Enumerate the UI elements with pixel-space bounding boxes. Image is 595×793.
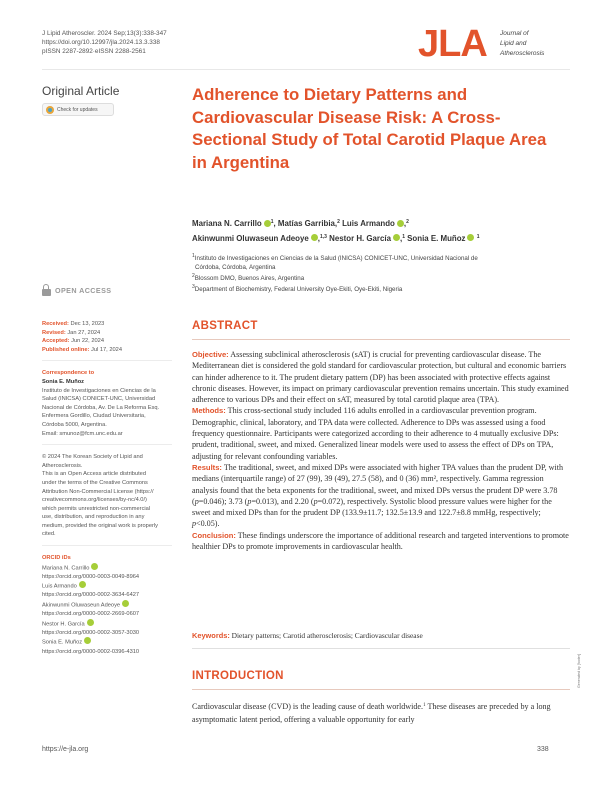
author-name: Akinwunmi Oluwaseun Adeoye xyxy=(192,233,309,243)
affiliation-item: $^1$Instituto de Investigaciones en Ciencias de la Salud (INICSA) CONICET-UNC, Universidad Nacional de xyxy=(192,253,478,262)
author-name: Matías Garribia, xyxy=(277,219,338,228)
sidebar-divider xyxy=(42,444,172,445)
keywords-label: Keywords: xyxy=(192,631,230,640)
open-lock-icon xyxy=(42,284,51,296)
abstract-methods: Methods: This cross-sectional study included 116 adults enrolled in a cardiovascular prevention program. Demographic, clinical, laboratory, and TPA data were collected. Adherence to DPs was assessed using a food frequency questionnaire. Participants were categorized according to their adherence to 4 mutually exclusive DPs: prudent, traditional, sweet, and mixed. Generalized linear models were used to assess the effect of DPs on TPA, adjusting for relevant confounding variables. xyxy=(192,406,559,461)
header-divider xyxy=(42,69,570,70)
orcid-icon[interactable] xyxy=(467,234,474,241)
orcid-icon[interactable] xyxy=(264,220,271,227)
orcid-icon[interactable] xyxy=(79,581,86,588)
abstract-results: Results: The traditional, sweet, and mixed DPs were associated with higher TPA values than the prudent DP, with medians (interquartile range) of 27 (99), 39 (49), 27.5 (58), and 0 (36) mm², respectively. Gamma regression analysis found that the beta exponents for the traditional, sweet, and mixed DPs versus the prudent DP were 3.78 (p=0.046); 3.73 (p=0.013), and 2.20 (p=0.072), respectively. Systolic blood pressure values were higher for the sweet and mixed DPs than for the prudent DP (133.9±11.7; 132.5±13.9 and 122.7±8.8 mmHg, respectively; p<0.05). xyxy=(192,462,564,529)
published-date: Published online: Jul 17, 2024 xyxy=(42,346,122,353)
orcid-heading: ORCID iDs xyxy=(42,555,71,562)
doi-link[interactable]: https://doi.org/10.12997/jla.2024.13.3.338 xyxy=(42,39,160,46)
orcid-link[interactable]: https://orcid.org/0000-0002-3634-6427 xyxy=(42,592,140,599)
keywords-text: Dietary patterns; Carotid atherosclerosis; Cardiovascular disease xyxy=(231,631,423,640)
issn-line: pISSN 2287-2892·eISSN 2288-2561 xyxy=(42,48,146,55)
article-sidebar xyxy=(42,320,172,656)
orcid-entry: Mariana N. Carrillo xyxy=(42,563,172,573)
abstract-divider xyxy=(192,339,570,340)
journal-logo xyxy=(418,23,568,66)
orcid-entry: Luis Armando xyxy=(42,581,172,591)
revised-date: Revised: Jan 27, 2024 xyxy=(42,329,101,336)
sidebar-divider xyxy=(42,360,172,361)
affiliation-item: $^3$Department of Biochemistry, Federal University Oye-Ekiti, Oye-Ekiti, Nigeria xyxy=(192,284,403,293)
accepted-date: Accepted: Jun 22, 2024 xyxy=(42,338,104,345)
correspondence-heading: Correspondence to xyxy=(42,370,95,377)
copyright-block: © 2024 The Korean Society of Lipid and Atherosclerosis. This is an Open Access article distributed under the terms of the Creative Commons Attribution Non-Commercial License (https:// creativecommons.org/licenses/by-nc/4.0/) which permits unrestricted non-commercial use, distribution, and reproduction in any medium, provided the original work is properly cited. xyxy=(42,454,159,538)
article-title: Adherence to Dietary Patterns and Cardiovascular Disease Risk: A Cross-Sectional Study of Total Carotid Plaque Area in Argentina xyxy=(192,85,547,172)
journal-name: Journal of Lipid and Atherosclerosis xyxy=(500,30,545,57)
author-name: Mariana N. Carrillo xyxy=(192,219,262,228)
check-updates-button[interactable] xyxy=(42,103,114,116)
citation-block xyxy=(42,29,282,56)
abstract-conclusion: Conclusion: These findings underscore the importance of additional research and targeted interventions to promote healthier DPs to promote improvements in cardiovascular health. xyxy=(192,530,569,552)
orcid-icon[interactable] xyxy=(311,234,318,241)
affiliation-item-cont: Córdoba, Córdoba, Argentina xyxy=(195,264,276,271)
correspondence-line: Enfermera Gordillo, Ciudad Universitaria, xyxy=(42,413,146,420)
check-updates-label: Check for updates xyxy=(57,106,98,113)
abstract-body xyxy=(192,349,570,552)
keywords xyxy=(192,631,570,640)
correspondence-line: Instituto de Investigaciones en Ciencias de la xyxy=(42,387,156,394)
affiliation-item: $^2$Blossom DMO, Buenos Aires, Argentina xyxy=(192,273,305,282)
abstract-objective: Objective: Assessing subclinical atherosclerosis (sAT) is crucial for preventing cardiovascular disease. The Mediterranean diet is considered the gold standard for cardiovascular protection, but cultural and economic barriers can hinder adherence to it. The prudent dietary pattern (DP) has been associated with protective effects against chronic diseases. However, its impact on primary cardiovascular prevention remains uncertain. This study examined adherence to various DPs and their effect on sAT, measured by total carotid plaque area (TPA). xyxy=(192,350,569,405)
affiliations xyxy=(192,252,562,294)
correspondence-line: Nacional de Córdoba, Av. De La Reforma Esq. xyxy=(42,404,160,411)
correspondence-line: Salud (INICSA) CONICET-UNC, Universidad xyxy=(42,396,156,403)
correspondence-email[interactable]: Email: smunoz@fcm.unc.edu.ar xyxy=(42,430,123,437)
side-watermark: Generated by [footer] xyxy=(577,654,581,688)
orcid-entry: Sonia E. Muñoz xyxy=(42,637,172,647)
page-number: 338 xyxy=(537,746,549,753)
open-access-label: OPEN ACCESS xyxy=(55,285,112,295)
sidebar-divider xyxy=(42,545,172,546)
correspondence-name: Sonia E. Muñoz xyxy=(42,378,85,385)
orcid-link[interactable]: https://orcid.org/0000-0002-0396-4310 xyxy=(42,648,140,655)
author-list: Mariana N. Carrillo $^1$, Matías Garribia,$^2$ Luis Armando ,$^2$ Akinwunmi Oluwaseun Adeoye ,$^{1,3}$ Nestor H. García ,$^1$ Sonia E. Muñoz $^1$ xyxy=(192,219,480,243)
orcid-icon[interactable] xyxy=(87,619,94,626)
article-type: Original Article xyxy=(42,84,120,98)
orcid-link[interactable]: https://orcid.org/0000-0002-3057-3030 xyxy=(42,629,140,636)
keywords-divider xyxy=(192,648,570,649)
citation-line: J Lipid Atheroscler. 2024 Sep;13(3):338-347 xyxy=(42,30,167,37)
crossmark-icon xyxy=(46,106,54,114)
abstract-heading: ABSTRACT xyxy=(192,320,258,332)
author-name: Luis Armando xyxy=(342,219,395,228)
correspondence-line: Córdoba 5000, Argentina. xyxy=(42,421,107,428)
author-name: Nestor H. García xyxy=(329,233,391,243)
orcid-icon[interactable] xyxy=(397,220,404,227)
introduction-body: Cardiovascular disease (CVD) is the leading cause of death worldwide.$^1$ These diseases are preceded by a long asymptomatic latent period, offering a valuable opportunity for early xyxy=(192,702,551,724)
orcid-icon[interactable] xyxy=(91,563,98,570)
author-name: Sonia E. Muñoz xyxy=(407,233,466,243)
orcid-entry: Nestor H. García xyxy=(42,619,172,629)
received-date: Received: Dec 13, 2023 xyxy=(42,321,105,327)
orcid-icon[interactable] xyxy=(122,600,129,607)
orcid-icon[interactable] xyxy=(393,234,400,241)
logo-mark: JLA xyxy=(418,23,487,65)
orcid-link[interactable]: https://orcid.org/0000-0002-2669-0607 xyxy=(42,611,140,618)
introduction-divider xyxy=(192,689,570,690)
footer-url[interactable]: https://e-jla.org xyxy=(42,746,89,753)
orcid-icon[interactable] xyxy=(84,637,91,644)
orcid-entry: Akinwunmi Oluwaseun Adeoye xyxy=(42,600,172,610)
orcid-link[interactable]: https://orcid.org/0000-0003-0049-8964 xyxy=(42,573,140,580)
open-access-badge xyxy=(42,284,111,296)
introduction-heading: INTRODUCTION xyxy=(192,670,284,682)
